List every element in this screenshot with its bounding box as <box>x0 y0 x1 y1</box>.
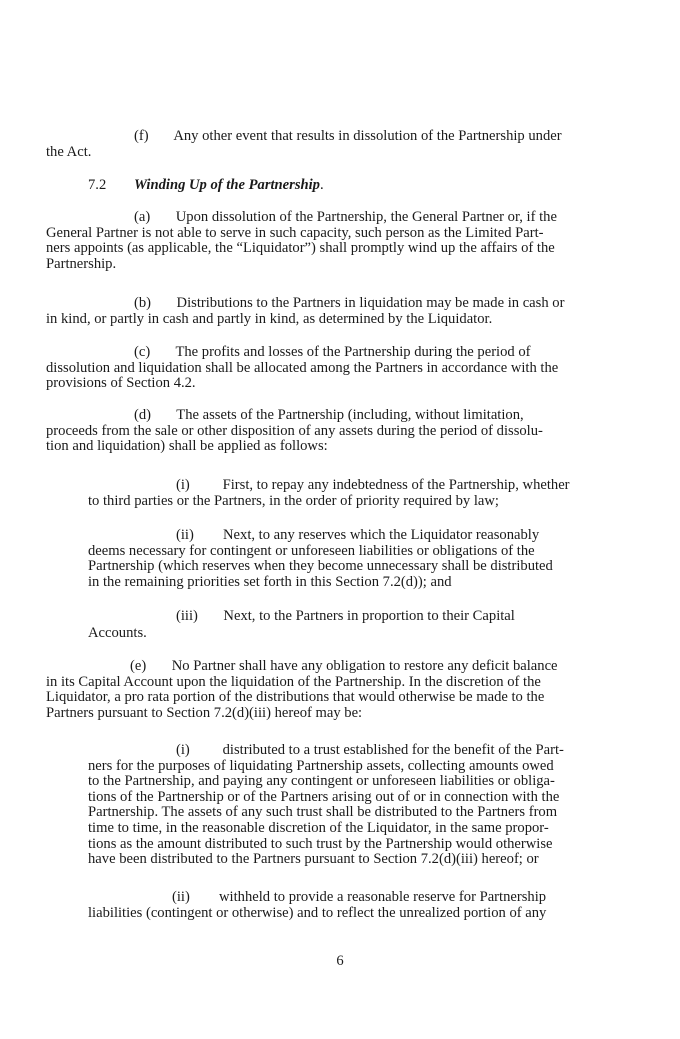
paragraph-line: ners for the purposes of liquidating Partnership assets, collecting amounts owed <box>88 757 554 774</box>
paragraph-line: Partnership. The assets of any such trust shall be distributed to the Partners from <box>88 804 558 821</box>
paragraph-line: (b) Distributions to the Partners in liquidation may be made in cash or <box>134 295 565 311</box>
paragraph-c <box>46 345 558 392</box>
paragraph-d-iii <box>88 609 515 641</box>
paragraph-line: liabilities (contingent or otherwise) and to reflect the unrealized portion of any <box>88 904 547 921</box>
paragraph-line: provisions of Section 4.2. <box>46 375 196 392</box>
paragraph-line: tion and liquidation) shall be applied as follows: <box>46 438 328 455</box>
paragraph-line: Partners pursuant to Section 7.2(d)(iii) hereof may be: <box>46 704 363 721</box>
paragraph-line: have been distributed to the Partners pursuant to Section 7.2(d)(iii) hereof; or <box>88 851 539 868</box>
paragraph-a <box>46 210 557 272</box>
paragraph-line: proceeds from the sale or other disposition of any assets during the period of dissolu- <box>46 422 543 439</box>
paragraph-line: (i) distributed to a trust established for the benefit of the Part- <box>176 742 564 758</box>
paragraph-line: in its Capital Account upon the liquidation of the Partnership. In the discretion of the <box>46 673 541 690</box>
paragraph-d-i <box>88 478 570 509</box>
paragraph-line: (f) Any other event that results in dissolution of the Partnership under <box>134 128 562 144</box>
paragraph-line: in the remaining priorities set forth in this Section 7.2(d)); and <box>88 573 452 590</box>
paragraph-line: (e) No Partner shall have any obligation to restore any deficit balance <box>130 658 558 674</box>
paragraph-line: Liquidator, a pro rata portion of the distributions that would otherwise be made to the <box>46 689 545 706</box>
paragraph-line: dissolution and liquidation shall be allocated among the Partners in accordance with the <box>46 359 559 376</box>
paragraph-line: Partnership (which reserves when they become unnecessary shall be distributed <box>88 558 553 575</box>
paragraph-line: time to time, in the reasonable discretion of the Liquidator, in the same propor- <box>88 819 549 836</box>
paragraph-line: in kind, or partly in cash and partly in kind, as determined by the Liquidator. <box>46 310 493 327</box>
paragraph-line: (i) First, to repay any indebtedness of the Partnership, whether <box>176 477 570 493</box>
paragraph-d-ii <box>88 528 553 590</box>
paragraph-line: tions of the Partnership or of the Partners arising out of or in connection with the <box>88 788 560 805</box>
paragraph-f <box>46 129 562 160</box>
paragraph-line: the Act. <box>46 143 92 160</box>
paragraph-line: (a) Upon dissolution of the Partnership, the General Partner or, if the <box>134 209 557 225</box>
paragraph-line: (iii) Next, to the Partners in proportion to their Capital <box>176 608 515 624</box>
paragraph-line: deems necessary for contingent or unforeseen liabilities or obligations of the <box>88 542 535 559</box>
paragraph-line: (c) The profits and losses of the Partnership during the period of <box>134 344 531 360</box>
paragraph-line: Partnership. <box>46 255 117 272</box>
paragraph-b <box>46 296 564 327</box>
section-title-punct: . <box>320 177 324 193</box>
paragraph-line: Accounts. <box>88 624 147 641</box>
section-title: Winding Up of the Partnership <box>134 177 320 193</box>
paragraph-line: (ii) Next, to any reserves which the Liquidator reasonably <box>176 527 540 543</box>
paragraph-d <box>46 408 543 455</box>
paragraph-e <box>46 659 558 721</box>
paragraph-line: ners appoints (as applicable, the “Liquidator”) shall promptly wind up the affairs of the <box>46 240 555 257</box>
section-number: 7.2 <box>88 177 107 193</box>
paragraph-e-ii <box>88 890 546 921</box>
paragraph-line: (ii) withheld to provide a reasonable reserve for Partnership <box>172 889 547 905</box>
paragraph-line: to third parties or the Partners, in the order of priority required by law; <box>88 492 499 509</box>
page-number: 6 <box>336 953 344 969</box>
paragraph-line: General Partner is not able to serve in such capacity, such person as the Limited Part- <box>46 224 544 241</box>
paragraph-e-i <box>88 743 564 868</box>
paragraph-line: (d) The assets of the Partnership (including, without limitation, <box>134 407 524 423</box>
paragraph-line: tions as the amount distributed to such trust by the Partnership would otherwise <box>88 835 553 852</box>
paragraph-line: to the Partnership, and paying any contingent or unforeseen liabilities or obliga- <box>88 773 555 790</box>
